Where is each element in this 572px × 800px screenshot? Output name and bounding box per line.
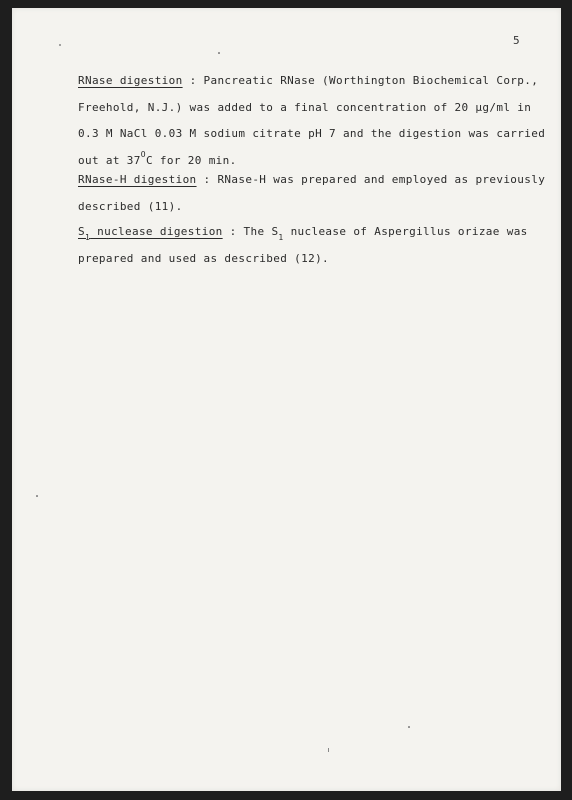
section-heading bbox=[78, 225, 223, 242]
heading-rest: nuclease digestion bbox=[90, 225, 223, 238]
section-heading: RNase-H digestion bbox=[78, 173, 197, 186]
text-run: : RNase-H was prepared and employed as previously bbox=[196, 173, 546, 186]
heading-letter: S bbox=[78, 225, 85, 238]
text-run: out at 37 bbox=[78, 153, 141, 167]
paper-speck bbox=[36, 495, 38, 497]
document-page bbox=[12, 8, 561, 791]
subscript: 1 bbox=[278, 233, 284, 242]
page-number: 5 bbox=[513, 34, 520, 47]
rnase-digestion-paragraph bbox=[78, 68, 546, 174]
paragraph-line bbox=[78, 219, 528, 246]
paper-speck bbox=[218, 52, 220, 54]
text-run: nuclease of Aspergillus orizae was bbox=[283, 225, 528, 238]
paper-speck bbox=[408, 726, 410, 728]
degree-superscript: O bbox=[140, 149, 146, 159]
paper-speck bbox=[328, 748, 329, 752]
text-run: : Pancreatic RNase (Worthington Biochemical Corp., bbox=[182, 74, 539, 87]
section-heading: RNase digestion bbox=[78, 74, 183, 87]
paragraph-line: 0.3 M NaCl 0.03 M sodium citrate pH 7 and the digestion was carried bbox=[78, 127, 546, 140]
paper-speck bbox=[59, 44, 61, 46]
paragraph-line bbox=[78, 68, 539, 95]
paragraph-line bbox=[78, 167, 546, 194]
paragraph-line: described (11). bbox=[78, 199, 183, 213]
subscript: 1 bbox=[84, 233, 91, 242]
paragraph-line: Freehold, N.J.) was added to a final concentration of 20 μg/ml in bbox=[78, 100, 532, 114]
paragraph-line: prepared and used as described (12). bbox=[78, 251, 330, 265]
rnase-h-digestion-paragraph bbox=[78, 167, 546, 220]
s1-nuclease-digestion-paragraph bbox=[78, 219, 528, 272]
text-run: C for 20 min. bbox=[145, 153, 237, 167]
text-run: : The S bbox=[222, 225, 279, 238]
